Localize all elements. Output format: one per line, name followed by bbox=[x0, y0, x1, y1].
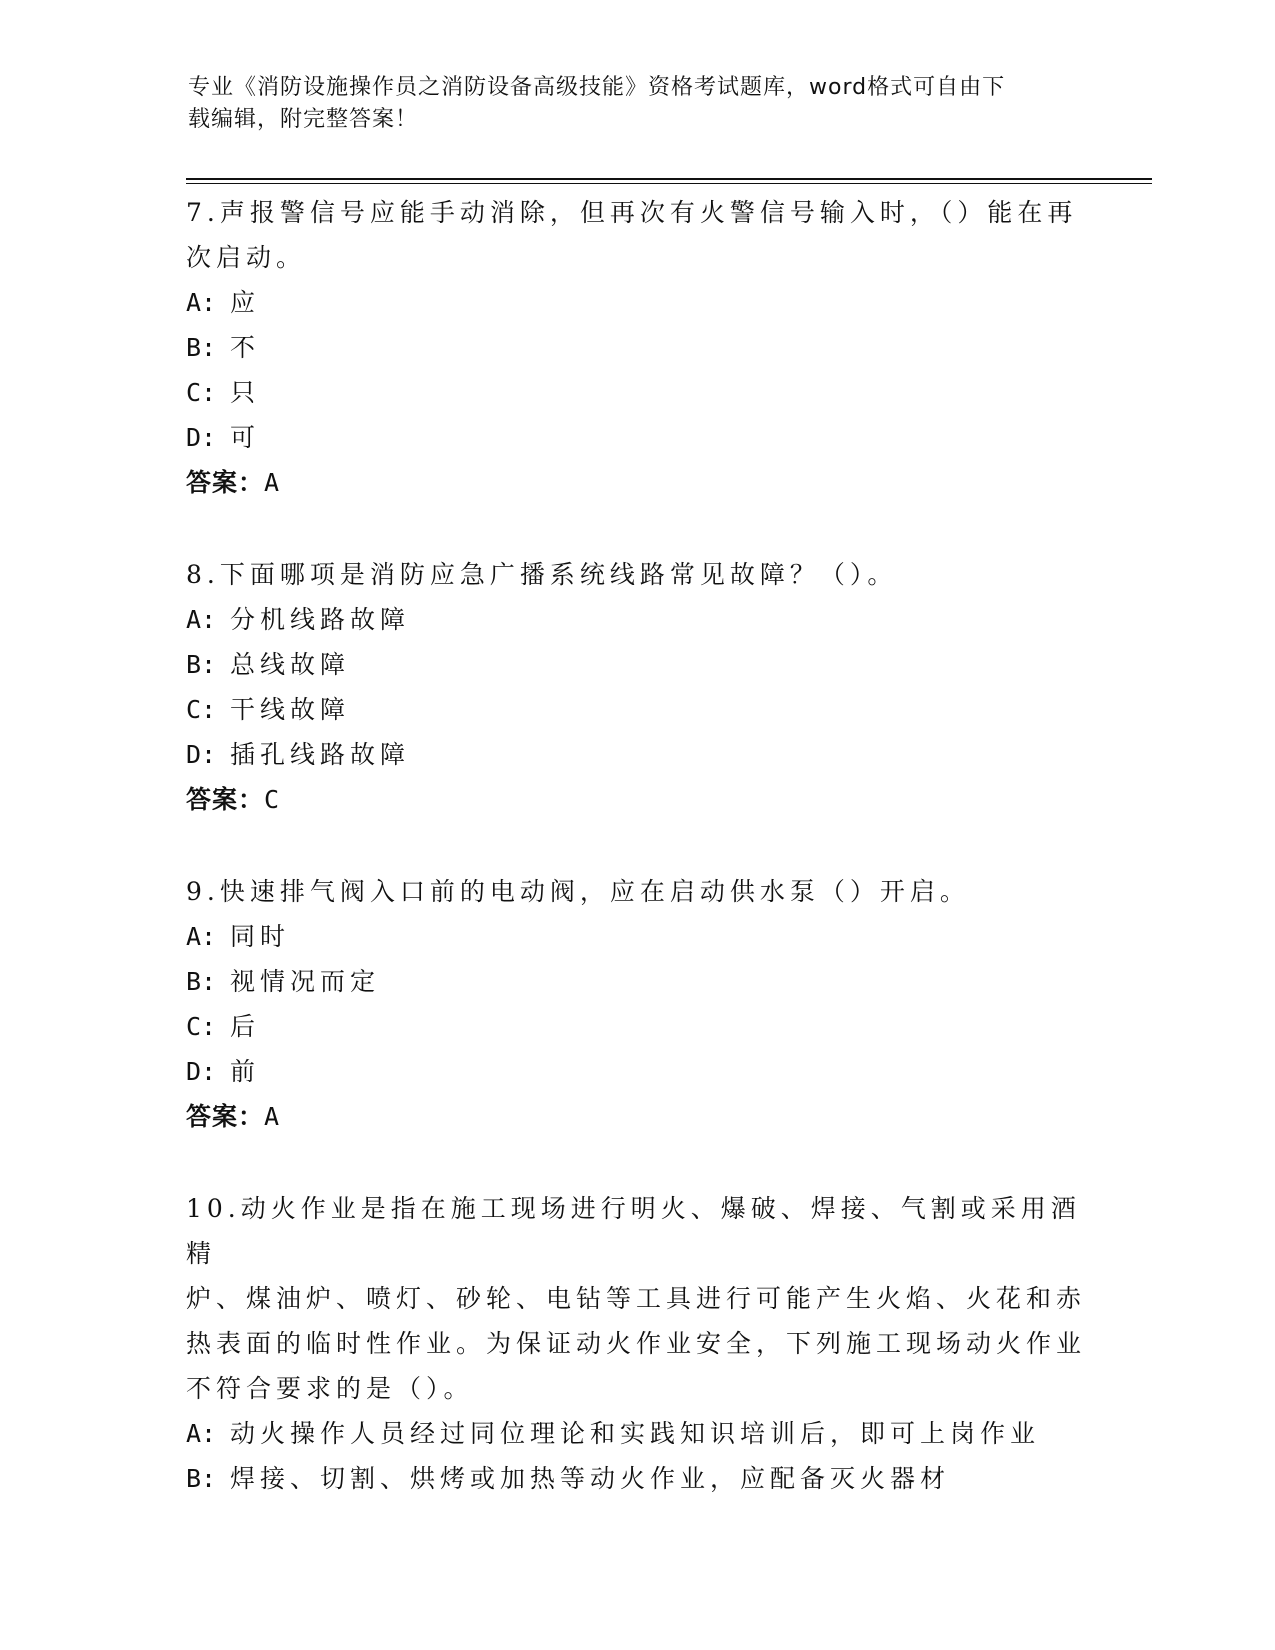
option-c bbox=[186, 370, 1086, 415]
option-b bbox=[186, 959, 1086, 1004]
option-a bbox=[186, 280, 1086, 325]
question-text-line: 8.下面哪项是消防应急广播系统线路常见故障？（）。 bbox=[186, 560, 898, 589]
option-d bbox=[186, 1049, 1086, 1094]
option-a bbox=[186, 914, 1086, 959]
option-text: 总线故障 bbox=[230, 650, 351, 679]
option-b bbox=[186, 1456, 1086, 1501]
option-text: 应 bbox=[230, 288, 261, 317]
option-letter: B: bbox=[186, 333, 217, 362]
question-10 bbox=[186, 1186, 1086, 1501]
question-text-line: 9.快速排气阀入口前的电动阀，应在启动供水泵（）开启。 bbox=[186, 877, 970, 906]
answer-line bbox=[186, 460, 1086, 505]
option-c bbox=[186, 687, 1086, 732]
header-divider-thin bbox=[186, 183, 1152, 184]
option-text: 干线故障 bbox=[230, 695, 351, 724]
spacer bbox=[186, 822, 1086, 869]
option-letter: D: bbox=[186, 740, 217, 769]
question-text-line: 热表面的临时性作业。为保证动火作业安全，下列施工现场动火作业 bbox=[186, 1329, 1087, 1358]
option-d bbox=[186, 415, 1086, 460]
option-letter: C: bbox=[186, 378, 217, 407]
answer-label: 答案： bbox=[186, 785, 265, 814]
option-a bbox=[186, 597, 1086, 642]
question-text-line: 10.动火作业是指在施工现场进行明火、爆破、焊接、气割或采用酒精 bbox=[186, 1194, 1081, 1268]
header-line-1: 专业《消防设施操作员之消防设备高级技能》资格考试题库，word格式可自由下 bbox=[188, 75, 1006, 100]
spacer bbox=[186, 1139, 1086, 1186]
option-text: 同时 bbox=[230, 922, 291, 951]
option-b bbox=[186, 642, 1086, 687]
option-letter: D: bbox=[186, 1057, 217, 1086]
option-letter: A: bbox=[186, 1419, 217, 1448]
question-list bbox=[186, 190, 1086, 1501]
option-text: 不 bbox=[230, 333, 261, 362]
option-text: 视情况而定 bbox=[230, 967, 381, 996]
option-text: 焊接、切割、烘烤或加热等动火作业，应配备灭火器材 bbox=[230, 1464, 951, 1493]
answer-value: C bbox=[264, 785, 281, 814]
spacer bbox=[186, 505, 1086, 552]
option-text: 分机线路故障 bbox=[230, 605, 411, 634]
option-letter: A: bbox=[186, 922, 217, 951]
option-text: 只 bbox=[230, 378, 261, 407]
document-header bbox=[188, 72, 1088, 136]
option-letter: C: bbox=[186, 1012, 217, 1041]
option-letter: A: bbox=[186, 288, 217, 317]
question-text-line: 7.声报警信号应能手动消除，但再次有火警信号输入时，（）能在再 bbox=[186, 198, 1078, 227]
option-letter: B: bbox=[186, 1464, 217, 1493]
option-c bbox=[186, 1004, 1086, 1049]
question-9 bbox=[186, 869, 1086, 1139]
option-letter: B: bbox=[186, 650, 217, 679]
header-line-2: 载编辑，附完整答案！ bbox=[188, 107, 419, 132]
option-b bbox=[186, 325, 1086, 370]
option-a bbox=[186, 1411, 1086, 1456]
option-letter: A: bbox=[186, 605, 217, 634]
option-text: 前 bbox=[230, 1057, 261, 1086]
answer-line bbox=[186, 1094, 1086, 1139]
answer-value: A bbox=[264, 468, 281, 497]
question-text-line: 不符合要求的是（）。 bbox=[186, 1374, 474, 1403]
option-text: 可 bbox=[230, 423, 261, 452]
answer-value: A bbox=[264, 1102, 281, 1131]
answer-line bbox=[186, 777, 1086, 822]
option-letter: D: bbox=[186, 423, 217, 452]
header-divider-thick bbox=[186, 178, 1152, 180]
option-letter: C: bbox=[186, 695, 217, 724]
question-7 bbox=[186, 190, 1086, 505]
question-8 bbox=[186, 552, 1086, 822]
option-text: 后 bbox=[230, 1012, 261, 1041]
answer-label: 答案： bbox=[186, 1102, 265, 1131]
option-text: 动火操作人员经过同位理论和实践知识培训后，即可上岗作业 bbox=[230, 1419, 1041, 1448]
question-text-line: 炉、煤油炉、喷灯、砂轮、电钻等工具进行可能产生火焰、火花和赤 bbox=[186, 1284, 1087, 1313]
answer-label: 答案： bbox=[186, 468, 265, 497]
question-text-line: 次启动。 bbox=[186, 243, 307, 272]
option-text: 插孔线路故障 bbox=[230, 740, 411, 769]
option-d bbox=[186, 732, 1086, 777]
option-letter: B: bbox=[186, 967, 217, 996]
